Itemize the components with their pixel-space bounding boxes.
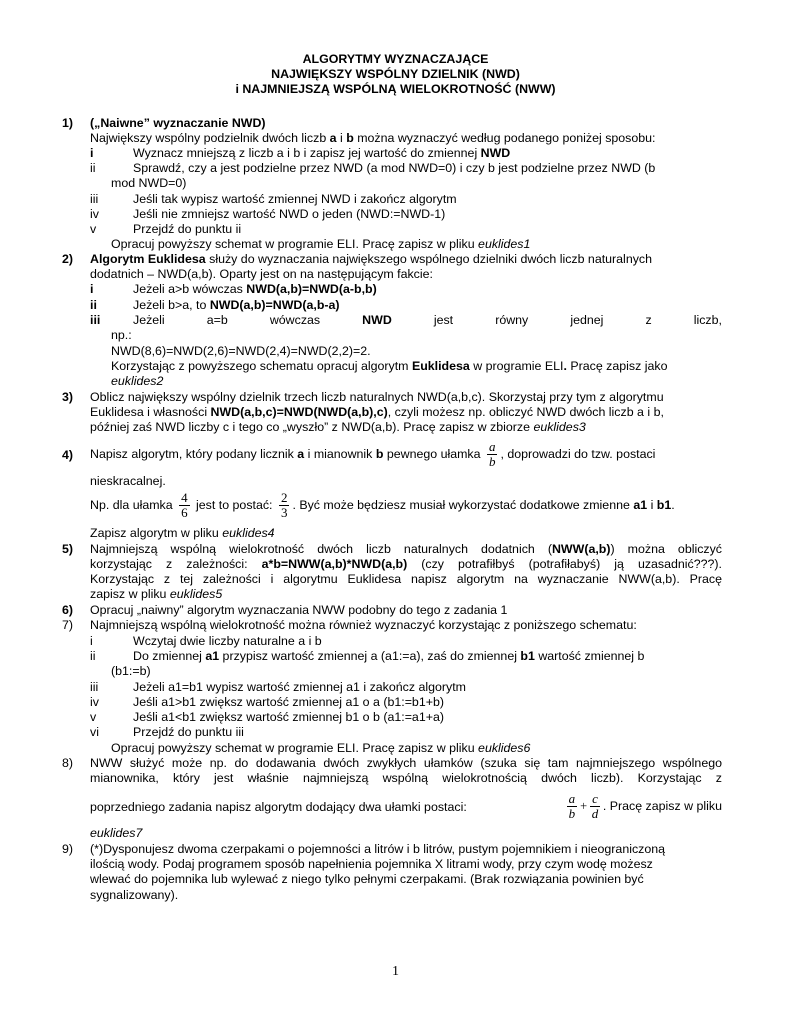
task-2-heading: Algorytm Euklidesa służy do wyznaczania największego wspólnego dzielniki dwóch liczb naturalnych (90, 252, 652, 266)
task-7-line: Najmniejszą wspólną wielokrotność można również wyznaczyć korzystając z poniższego schematu: (90, 618, 637, 632)
task-1-step: Sprawdź, czy a jest podzielne przez NWD (a mod NWD=0) i czy b jest podzielne przez NWD (b (133, 161, 656, 175)
task-9-line: sygnalizowany). (90, 888, 179, 902)
task-5-line: korzystając z zależności: a*b=NWW(a,b)*NWD(a,b) (czy potrafiłbyś (potrafiłabyś) ją uzasadnić???). (90, 557, 722, 571)
task-7-step: Do zmiennej a1 przypisz wartość zmiennej a (a1:=a), zaś do zmiennej b1 wartość zmiennej b (133, 649, 645, 663)
task-4-line: Napisz algorytm, który podany licznik a i mianownik b pewnego ułamka $\frac{a}{b}$ , doprowadzi do tzw. postaci (90, 439, 656, 469)
task-7-step: Wczytaj dwie liczby naturalne a i b (133, 634, 322, 648)
task-1-step: Wyznacz mniejszą z liczb a i b i zapisz jej wartość do zmiennej NWD (133, 146, 511, 160)
task-7-number: 7) (62, 618, 74, 632)
task-6-number: 6) (62, 603, 74, 617)
task-8-number: 8) (62, 756, 74, 770)
task-6-line: Opracuj „naiwny” algorytm wyznaczania NWW podobny do tego z zadania 1 (90, 603, 508, 617)
task-1-save: Opracuj powyższy schemat w programie ELI. Pracę zapisz w pliku euklides1 (111, 237, 531, 251)
task-7-step: Przejdź do punktu iii (133, 725, 244, 739)
task-5-line: Najmniejszą wspólną wielokrotność dwóch liczb naturalnych dodatnich (NWW(a,b)) można obliczyć (90, 542, 722, 556)
task-3-number: 3) (62, 390, 74, 404)
task-7-step: Jeśli a1<b1 zwiększ wartość zmiennej b1 o b (a1:=a1+a) (133, 710, 444, 724)
fraction-a-over-b: $\frac{a}{b}$ (488, 439, 496, 469)
task-1-step: Jeśli nie zmniejsz wartość NWD o jeden (NWD:=NWD-1) (133, 207, 446, 221)
task-7-step-cont: (b1:=b) (111, 664, 151, 678)
task-7-step-label: i (90, 634, 93, 648)
task-5-number: 5) (62, 542, 74, 556)
task-1-step-label: i (90, 146, 94, 160)
task-8-line: mianownika, który jest właśnie najmniejszą wspólną wielokrotnością dwóch liczb). Korzystając z (90, 771, 722, 785)
title-line-1: ALGORYTMY WYZNACZAJĄCE (302, 52, 489, 66)
task-2-rule: Jeżeli a=b wówczas NWD jest równy jednej z liczb, (133, 313, 722, 327)
task-5-line: zapisz w pliku euklides5 (90, 587, 223, 601)
task-8-line: NWW służyć może np. do dodawania dwóch zwykłych ułamków (szuka się tam najmniejszego wspólnego (90, 756, 722, 770)
task-1-intro: Największy wspólny podzielnik dwóch liczb a i b można wyznaczyć według podanego poniżej sposobu: (90, 131, 656, 145)
page-number: 1 (392, 964, 399, 979)
task-8-line: poprzedniego zadania napisz algorytm dodający dwa ułamki postaci: $\frac{a}{b}$ + $\frac{c}{d}$ . Pracę zapisz w pliku (90, 791, 722, 821)
task-2-number: 2) (62, 252, 74, 266)
task-1-step-label: iv (90, 207, 99, 221)
task-8-file: euklides7 (90, 826, 143, 840)
task-1-step: Jeśli tak wypisz wartość zmiennej NWD i zakończ algorytm (133, 192, 457, 206)
task-9-number: 9) (62, 842, 74, 856)
task-2-rule-label: i (90, 282, 94, 296)
task-4-line: Zapisz algorytm w pliku euklides4 (90, 526, 275, 540)
task-7-step-label: ii (90, 649, 96, 663)
task-3-line: Euklidesa i własności NWD(a,b,c)=NWD(NWD(a,b),c), czyli możesz np. obliczyć NWD dwóch liczb a i b, (90, 405, 664, 419)
task-4-number: 4) (62, 448, 74, 462)
task-2-rule: Jeżeli b>a, to NWD(a,b)=NWD(a,b-a) (133, 298, 340, 312)
task-9-line: wlewać do pojemnika lub wylewać z niego tylko pełnymi czerpakami. (Brak rozwiązania powinien być (90, 872, 644, 886)
task-7-save: Opracuj powyższy schemat w programie ELI. Pracę zapisz w pliku euklides6 (111, 741, 531, 755)
task-1-step-label: iii (90, 192, 99, 206)
task-9-line: (*)Dysponujesz dwoma czerpakami o pojemności a litrów i b litrów, pustym pojemnikiem i nieograniczoną (90, 842, 666, 856)
task-2-file: euklides2 (111, 374, 164, 388)
task-4-line: Np. dla ułamka $\frac{4}{6}$ jest to postać: $\frac{2}{3}$ . Być może będziesz musiał wykorzystać dodatkowe zmienne a1 i b1. (90, 490, 675, 520)
task-3-line: później zaś NWD liczby c i tego co „wyszło” z NWD(a,b). Pracę zapisz w zbiorze euklides3 (90, 420, 586, 434)
title-line-2: NAJWIĘKSZY WSPÓLNY DZIELNIK (NWD) (271, 67, 520, 81)
task-2-rule-label: iii (90, 313, 101, 327)
task-5-line: Korzystając z tej zależności i algorytmu Euklidesa napisz algorytm na wyznaczanie NWW(a,b). Pracę (90, 572, 722, 586)
task-1-step-label: ii (90, 161, 96, 175)
fraction-4-6: $\frac{4}{6}$ (181, 490, 188, 520)
task-2-rule: Jeżeli a>b wówczas NWD(a,b)=NWD(a-b,b) (133, 282, 377, 296)
task-1-number: 1) (62, 116, 74, 130)
title-line-3: i NAJMNIEJSZĄ WSPÓLNĄ WIELOKROTNOŚĆ (NWW) (235, 82, 556, 96)
task-7-step-label: iv (90, 695, 99, 709)
task-9-line: ilością wody. Podaj programem sposób napełnienia pojemnika X litrami wody, przy czym wodę możesz (90, 857, 653, 871)
fraction-a-over-b: $\frac{a}{b}$ (568, 791, 576, 821)
task-2-line: dodatnich – NWD(a,b). Oparty jest on na następującym fakcie: (90, 267, 433, 281)
task-3-line: Oblicz największy wspólny dzielnik trzech liczb naturalnych NWD(a,b,c). Skorzystaj przy tym z algorytmu (90, 390, 664, 404)
task-7-step: Jeżeli a1=b1 wypisz wartość zmiennej a1 i zakończ algorytm (133, 680, 466, 694)
task-1-heading: („Naiwne” wyznaczanie NWD) (90, 116, 266, 130)
task-1-step: Przejdź do punktu ii (133, 222, 242, 236)
fraction-2-3: $\frac{2}{3}$ (280, 490, 288, 520)
task-7-step-label: iii (90, 680, 99, 694)
task-7-step-label: v (90, 710, 97, 724)
task-2-np: np.: (111, 328, 132, 342)
task-1-step-cont: mod NWD=0) (111, 176, 187, 190)
task-7-step-label: vi (90, 725, 99, 739)
task-2-rule-label: ii (90, 298, 97, 312)
task-1-step-label: v (90, 222, 97, 236)
fraction-c-over-d: $\frac{c}{d}$ (591, 791, 599, 821)
task-2-example: NWD(8,6)=NWD(2,6)=NWD(2,4)=NWD(2,2)=2. (111, 344, 371, 358)
task-2-task: Korzystając z powyższego schematu opracuj algorytm Euklidesa w programie ELI. Pracę zapisz jako (111, 359, 668, 373)
task-4-line: nieskracalnej. (90, 474, 166, 488)
task-7-step: Jeśli a1>b1 zwiększ wartość zmiennej a1 o a (b1:=b1+b) (133, 695, 444, 709)
